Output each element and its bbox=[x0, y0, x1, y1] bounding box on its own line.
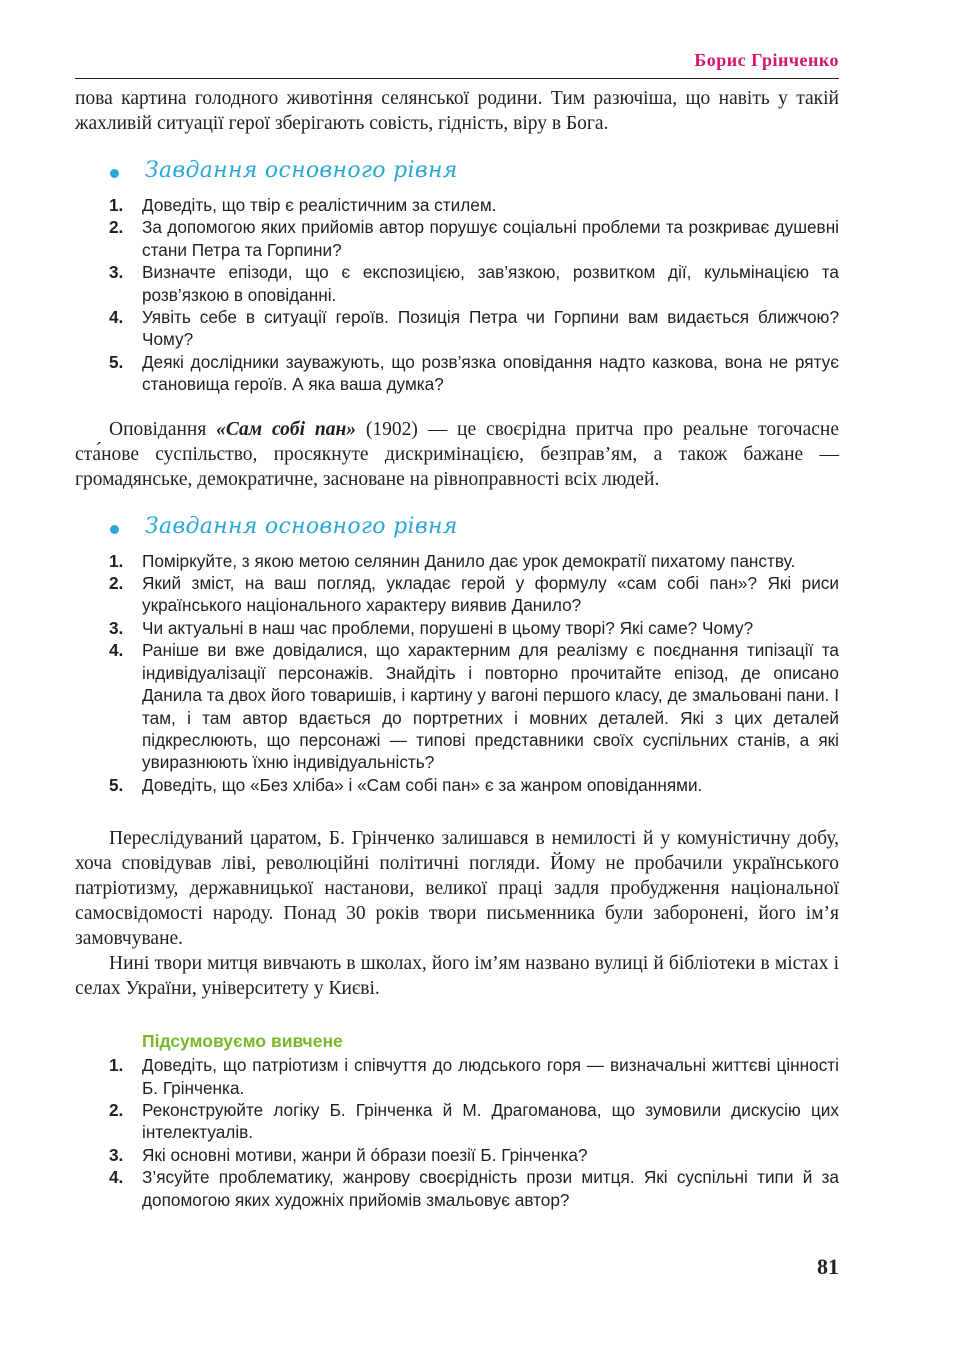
intro-paragraph: пова картина голодного животіння селянської родини. Тим разючіша, що навіть у такій жахливій ситуації герої зберігають совість, гідність, віру в Бога. bbox=[75, 88, 839, 134]
question-number: 1. bbox=[109, 1055, 124, 1076]
question-number: 4. bbox=[109, 640, 124, 661]
question-text: Які основні мотиви, жанри й о́брази поезії Б. Грінченка? bbox=[142, 1144, 588, 1165]
running-head bbox=[694, 50, 839, 71]
list-item bbox=[75, 617, 839, 639]
question-text: Чи актуальні в наш час проблеми, порушені в цьому творі? Які саме? Чому? bbox=[142, 617, 754, 638]
question-text: Доведіть, що твір є реалістичним за стилем. bbox=[142, 195, 497, 215]
list-item bbox=[75, 1144, 839, 1166]
question-text: З’ясуйте проблематику, жанрову своєрідність прози митця. Які суспільні типи й за допомогою яких художніх прийомів змальовує автор? bbox=[142, 1167, 839, 1210]
question-number: 2. bbox=[109, 573, 124, 594]
list-item bbox=[75, 306, 839, 351]
question-number: 5. bbox=[109, 351, 124, 372]
list-item bbox=[75, 774, 839, 796]
section1-title: Завдання основного рівня bbox=[145, 158, 458, 183]
section2-heading bbox=[75, 514, 839, 550]
question-number: 3. bbox=[109, 262, 124, 283]
summary-question-list bbox=[75, 1054, 839, 1211]
question-text: Деякі дослідники зауважують, що розв’язка оповідання надто казкова, вона не рятує становища героїв. А яка ваша думка? bbox=[142, 351, 839, 395]
page-content bbox=[75, 86, 839, 1211]
bullet-icon bbox=[110, 169, 119, 178]
question-number: 3. bbox=[109, 1144, 124, 1165]
story-intro-text: Оповідання bbox=[109, 418, 217, 440]
list-item bbox=[75, 1099, 839, 1144]
question-number: 2. bbox=[109, 1099, 124, 1120]
question-number: 4. bbox=[109, 307, 124, 328]
story-title: «Сам собі пан» bbox=[216, 418, 357, 440]
closing-paragraph: Переслідуваний царатом, Б. Грінченко залишався в немилості й у комуністичну добу, хоча сповідував ліві, революційні політичні погляди. Йому не пробачили українського патріотизму, державницької настанови, великої праці задля пробудження національної самосвідомості народу. Понад 30 років твори письменника були заборонені, його ім’я замовчуване. bbox=[75, 828, 839, 950]
question-number: 4. bbox=[109, 1167, 124, 1188]
header-rule bbox=[75, 78, 839, 79]
bullet-icon bbox=[110, 525, 119, 534]
list-item bbox=[75, 194, 839, 216]
closing-paragraph: Нині твори митця вивчають в школах, його ім’ям названо вулиці й бібліотеки в містах і селах України, університету у Києві. bbox=[75, 953, 839, 1000]
page-number: 81 bbox=[817, 1254, 839, 1279]
question-number: 5. bbox=[109, 774, 124, 795]
section1-heading bbox=[75, 158, 839, 194]
list-item bbox=[75, 261, 839, 306]
question-text: Поміркуйте, з якою метою селянин Данило дає урок демократії пихатому панству. bbox=[142, 550, 796, 571]
list-item bbox=[75, 1054, 839, 1099]
question-text: За допомогою яких прийомів автор порушує соціальні проблеми та розкриває душевні стани Петра та Горпини? bbox=[142, 217, 839, 260]
question-text: Доведіть, що «Без хліба» і «Сам собі пан» є за жанром оповіданнями. bbox=[142, 774, 703, 795]
story-paragraph bbox=[75, 417, 839, 492]
question-text: Раніше ви вже довідалися, що характерним для реалізму є поєднання типізації та індивідуалізації персонажів. Знайдіть і повторно прочитайте епізод, де описано Данила та двох його товаришів, і картину у вагоні першого класу, де змальовані пани. І там, і там автор вдається до портретних і мовних деталей. Які з цих деталей підкреслюють, що персонажі — типові представники своїх суспільних станів, а які увиразнюють їхню індивідуальність? bbox=[142, 640, 839, 773]
question-number: 2. bbox=[109, 217, 124, 238]
section1-question-list bbox=[75, 194, 839, 396]
question-number: 1. bbox=[109, 550, 124, 571]
summary-heading: Підсумовуємо вивчене bbox=[142, 1031, 343, 1052]
list-item bbox=[75, 639, 839, 773]
section2-title: Завдання основного рівня bbox=[145, 513, 458, 539]
author-first-name: Борис bbox=[694, 50, 747, 70]
question-text: Який зміст, на ваш погляд, укладає герой у формулу «сам собі пан»? Які риси українського національного характеру виявив Данило? bbox=[142, 573, 839, 616]
list-item bbox=[75, 550, 839, 572]
list-item bbox=[75, 572, 839, 617]
author-last-name: Грінченко bbox=[751, 50, 839, 70]
story-description: (1902) — це своєрідна притча про реальне тогочасне ста́нове суспільство, просякнуте дискримінацією, безправ’ям, а також бажане — громадянське, демократичне, засноване на рівноправності всіх людей. bbox=[75, 418, 839, 490]
question-number: 1. bbox=[109, 195, 124, 215]
list-item bbox=[75, 1166, 839, 1211]
question-number: 3. bbox=[109, 617, 124, 638]
list-item bbox=[75, 216, 839, 261]
section2-question-list bbox=[75, 550, 839, 796]
question-text: Визначте епізоди, що є експозицією, зав’язкою, розвитком дії, кульмінацією та розв’язкою в оповіданні. bbox=[142, 262, 839, 305]
list-item bbox=[75, 351, 839, 396]
question-text: Доведіть, що патріотизм і співчуття до людського горя — визначальні життєві цінності Б. Грінченка. bbox=[142, 1055, 839, 1098]
question-text: Реконструюйте логіку Б. Грінченка й М. Драгоманова, що зумовили дискусію цих інтелектуалів. bbox=[142, 1099, 839, 1143]
question-text: Уявіть себе в ситуації героїв. Позиція Петра чи Горпини вам видається ближчою? Чому? bbox=[142, 307, 839, 350]
